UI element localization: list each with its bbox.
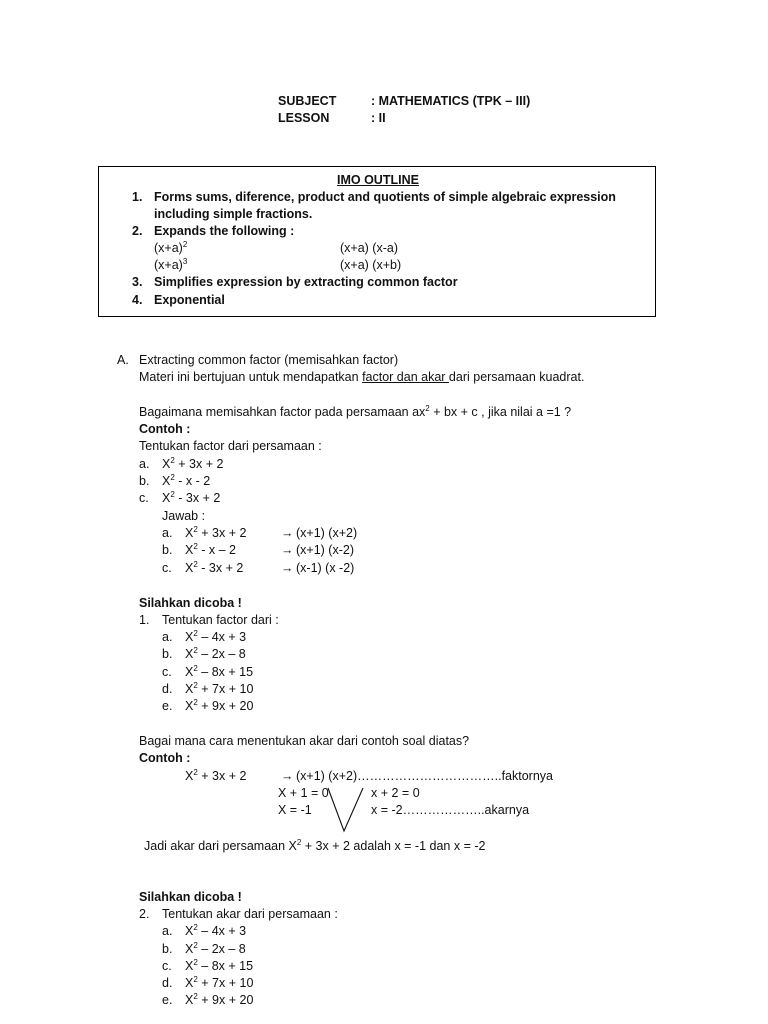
root-equation-right: x + 2 = 0 [371,786,420,800]
arrow-icon: → [281,526,294,540]
jawab-label: Jawab : [162,509,206,523]
root-value-right: x = -2………………..akarnya [371,803,530,817]
section-title: Extracting common factor (memisahkan factor) [139,353,399,367]
exercise-expression: $X^2 - 4x + 3$ [185,628,247,644]
exercise-letter: e. [162,699,173,713]
exercise-title: Tentukan akar dari persamaan : [162,907,338,921]
answer-expression: $X^2 + 3x + 2$ [185,524,247,540]
outline-item-number: 4. [132,293,143,307]
practice-heading: Silahkan dicoba ! [139,890,242,904]
exercise-expression: $X^2 - 4x + 3$ [185,922,247,938]
exercise-expression: $X^2 + 7x + 10$ [185,974,254,990]
example-expression: $X^2$ - x - 2 [162,472,211,488]
section-letter: A. [117,353,129,367]
outline-title: IMO OUTLINE [337,173,419,187]
lesson-value: : II [371,111,386,125]
exercise-letter: c. [162,665,172,679]
exercise-expression: $X^2 - 8x + 15$ [185,663,254,679]
outline-item-text: Expands the following : [154,224,295,238]
exercise-letter: d. [162,976,173,990]
answer-expression: $X^2 - 3x + 2$ [185,559,244,575]
exercise-letter: d. [162,682,173,696]
example-expression: $X^2 - 3x + 2$ [162,489,221,505]
arrow-icon: → [281,769,294,783]
example-expression: $X^2 + 3x + 2$ [162,455,224,471]
answer-result: (x-1) (x -2) [296,561,355,575]
expand-term: (x+a) (x-a) [340,241,398,255]
exercise-expression: $X^2 + 9x + 20$ [185,697,254,713]
contoh-label: Contoh : [139,422,191,436]
outline-item-text: Exponential [154,293,225,307]
answer-letter: b. [162,543,173,557]
exercise-letter: c. [162,959,172,973]
outline-item-text: Forms sums, diference, product and quotients of simple algebraic expression [154,190,616,204]
outline-item-number: 3. [132,275,143,289]
exercise-expression: $X^2 - 2x - 8$ [185,940,246,956]
tentukan-line: Tentukan factor dari persamaan : [139,439,322,453]
answer-letter: a. [162,526,173,540]
exercise-letter: b. [162,647,173,661]
exercise-expression: $X^2 + 9x + 20$ [185,991,254,1007]
example-letter: c. [139,491,149,505]
root-equation-left: X + 1 = 0 [278,786,329,800]
expand-term: (x+a) (x+b) [340,258,402,272]
contoh-label: Contoh : [139,751,191,765]
outline-item-number: 1. [132,190,143,204]
question-line: Bagaimana memisahkan factor pada persamaan $ax^2$ + bx + c , jika nilai a =1 ? [139,403,572,419]
exercise-expression: $X^2 + 7x + 10$ [185,680,254,696]
answer-result: (x+1) (x+2) [296,526,358,540]
subject-value: : MATHEMATICS (TPK – III) [371,94,531,108]
subject-label: SUBJECT [278,94,337,108]
answer-letter: c. [162,561,172,575]
conclusion-line: Jadi akar dari persamaan $X^2 + 3x + 2$ adalah x = -1 dan x = -2 [144,837,486,853]
expand-term: $(x+a)^2$ [154,239,188,255]
example-letter: a. [139,457,150,471]
exercise-title: Tentukan factor dari : [162,613,279,627]
example-letter: b. [139,474,150,488]
exercise-letter: b. [162,942,173,956]
root-value-left: X = -1 [278,803,312,817]
roots-question: Bagai mana cara menentukan akar dari contoh soal diatas? [139,734,470,748]
v-divider-icon [325,785,369,835]
section-intro: Materi ini bertujuan untuk mendapatkan factor dan akar dari persamaan kuadrat. [139,370,585,384]
exercise-expression: $X^2 - 8x + 15$ [185,957,254,973]
exercise-letter: a. [162,924,173,938]
exercise-expression: $X^2 - 2x - 8$ [185,645,246,661]
outline-item-text: Simplifies expression by extracting common factor [154,275,458,289]
exercise-letter: a. [162,630,173,644]
answer-expression: $X^2$ - x – 2 [185,541,237,557]
worked-expression: $X^2 + 3x + 2$ [185,767,247,783]
arrow-icon: → [281,561,294,575]
exercise-letter: e. [162,993,173,1007]
outline-item-number: 2. [132,224,143,238]
arrow-icon: → [281,543,294,557]
outline-item-text: including simple fractions. [154,207,313,221]
expand-term: $(x+a)^3$ [154,256,188,272]
worked-factor: (x+1) (x+2)……………………………..faktornya [296,769,553,783]
lesson-label: LESSON [278,111,330,125]
exercise-number: 1. [139,613,150,627]
practice-heading: Silahkan dicoba ! [139,596,242,610]
answer-result: (x+1) (x-2) [296,543,354,557]
exercise-number: 2. [139,907,150,921]
